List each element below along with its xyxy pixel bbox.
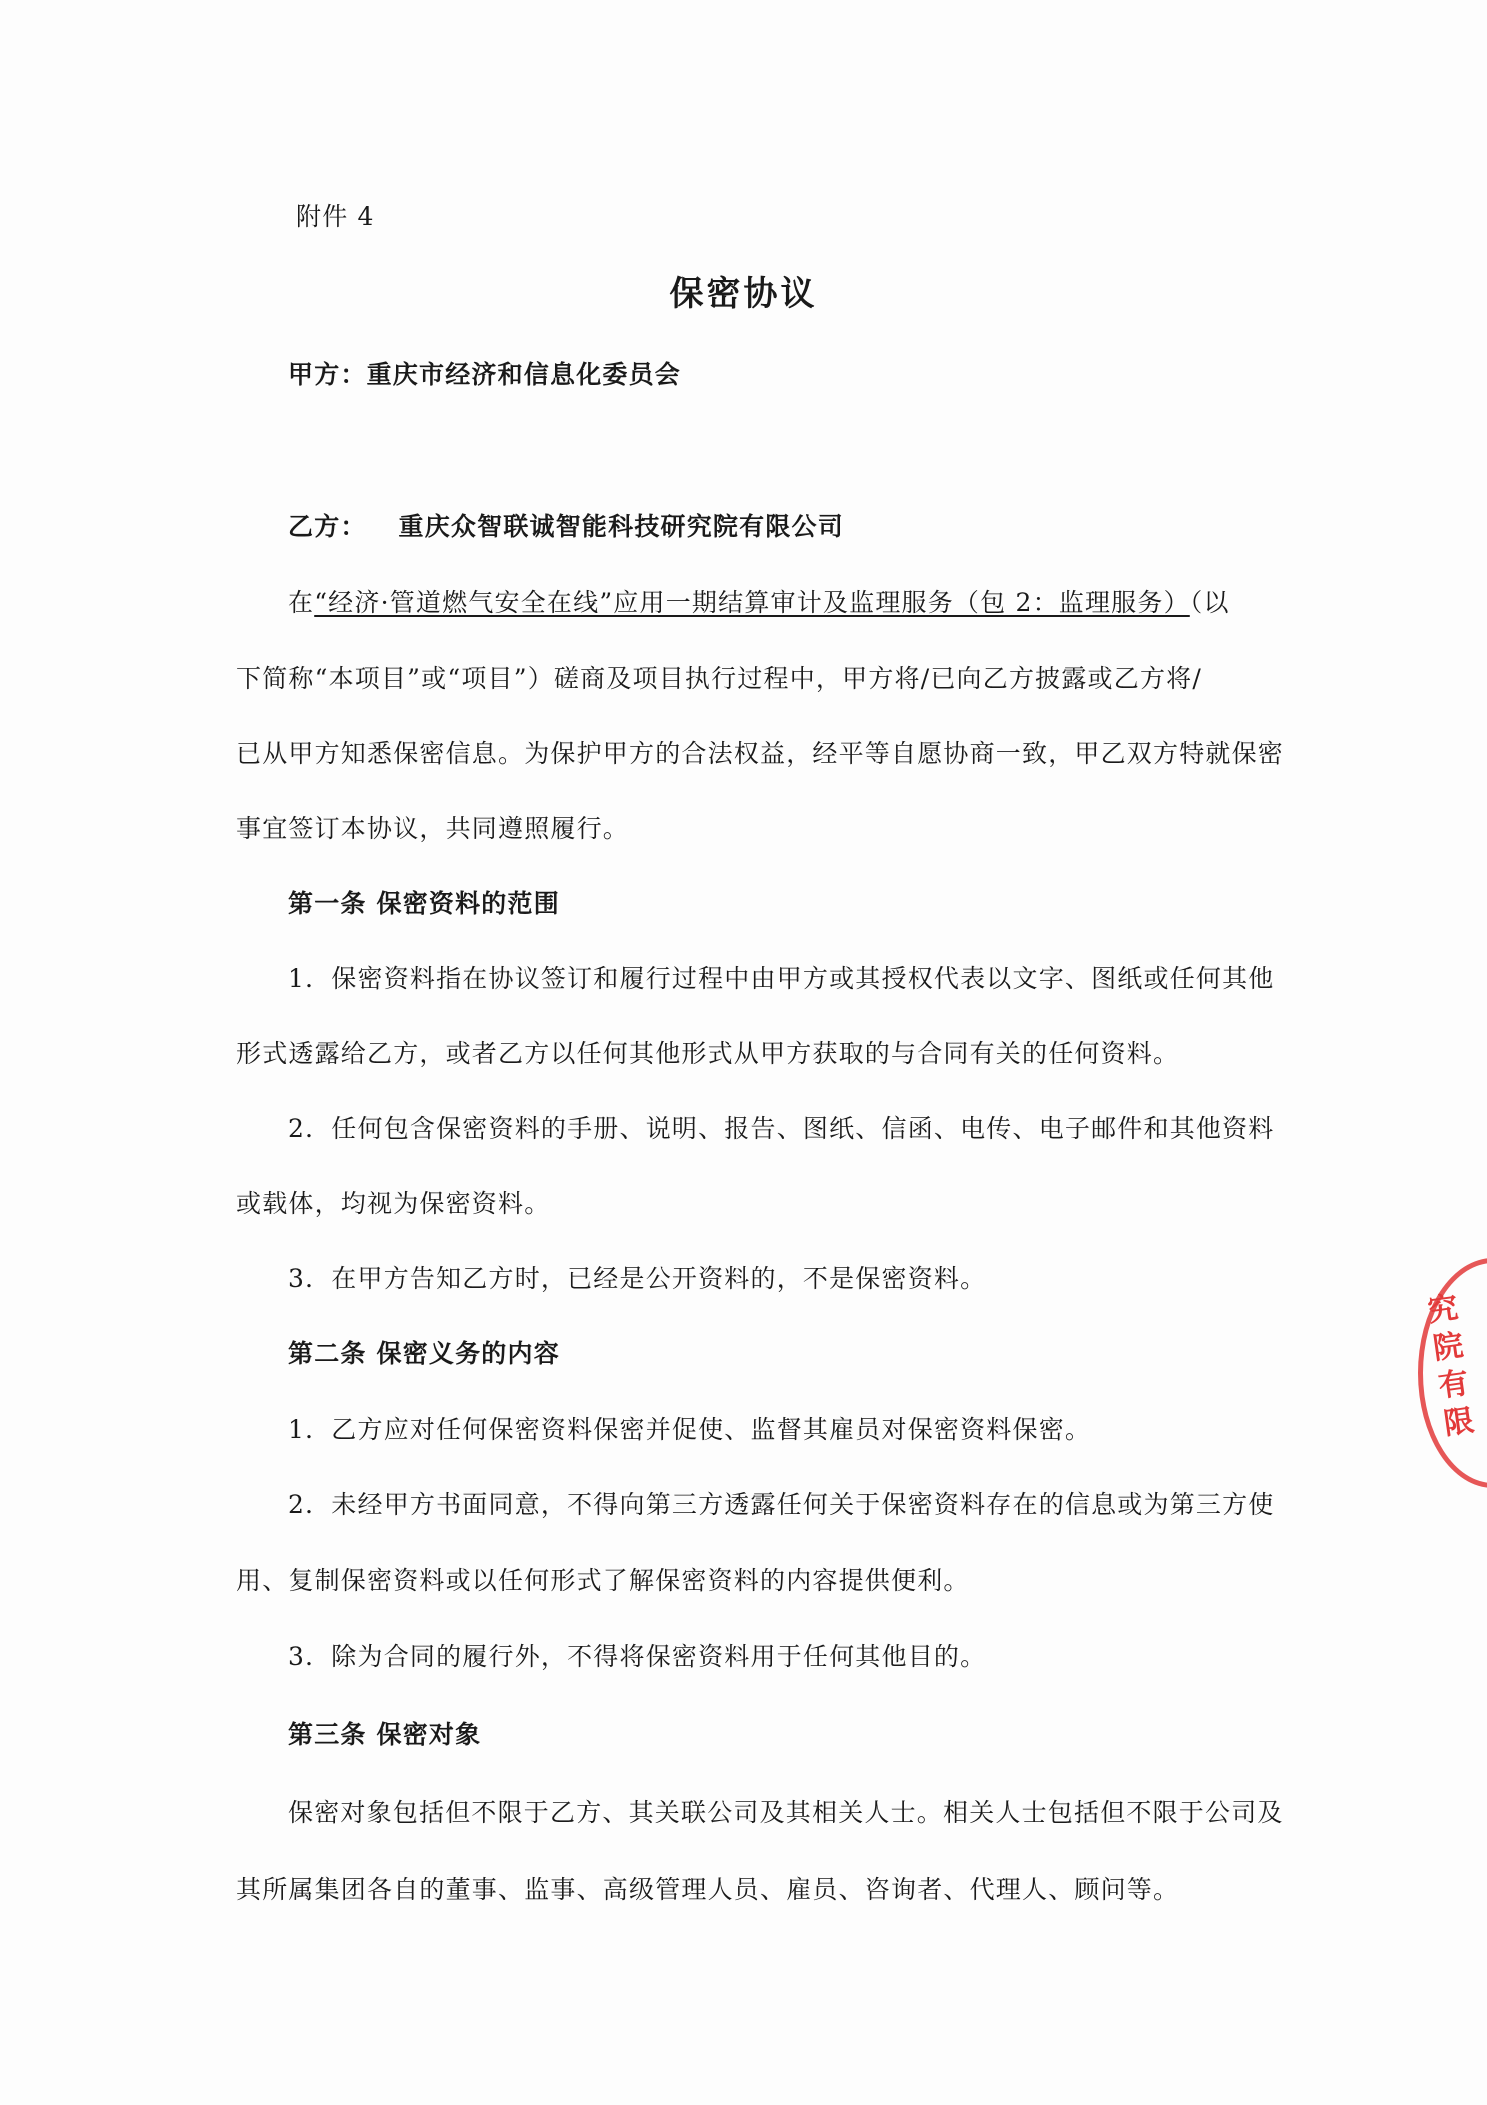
intro-tail: （以 xyxy=(1189,588,1230,617)
article-3-body-line-1: 保密对象包括但不限于乙方、其关联公司及其相关人士。相关人士包括但不限于公司及 xyxy=(288,1798,1284,1827)
party-b-label: 乙方： xyxy=(288,512,367,541)
attachment-label: 附件 4 xyxy=(296,202,375,231)
intro-line-3: 已从甲方知悉保密信息。为保护甲方的合法权益，经平等自愿协商一致，甲乙双方特就保密 xyxy=(236,739,1285,768)
article-2-item-2-line-2: 用、复制保密资料或以任何形式了解保密资料的内容提供便利。 xyxy=(236,1566,970,1595)
party-b-name: 重庆众智联诚智能科技研究院有限公司 xyxy=(398,512,844,541)
article-2-item-3: 3．除为合同的履行外，不得将保密资料用于任何其他目的。 xyxy=(288,1642,987,1671)
intro-line-1 xyxy=(288,586,1230,620)
document-title: 保密协议 xyxy=(669,274,818,314)
intro-line-4: 事宜签订本协议，共同遵照履行。 xyxy=(236,814,630,843)
party-b xyxy=(288,510,844,544)
party-a: 甲方：重庆市经济和信息化委员会 xyxy=(288,360,682,389)
intro-line-2: 下简称“本项目”或“项目”）磋商及项目执行过程中，甲方将/已向乙方披露或乙方将/ xyxy=(236,664,1202,693)
article-1-item-2-line-2: 或载体，均视为保密资料。 xyxy=(236,1189,551,1218)
article-1-heading: 第一条 保密资料的范围 xyxy=(288,889,560,918)
article-3-heading: 第三条 保密对象 xyxy=(288,1720,482,1749)
article-2-heading: 第二条 保密义务的内容 xyxy=(288,1339,560,1368)
article-1-item-1-line-2: 形式透露给乙方，或者乙方以任何其他形式从甲方获取的与合同有关的任何资料。 xyxy=(236,1039,1180,1068)
company-seal-text: 究院有限 xyxy=(1425,1290,1477,1443)
article-1-item-1-line-1: 1．保密资料指在协议签订和履行过程中由甲方或其授权代表以文字、图纸或任何其他 xyxy=(288,964,1275,993)
article-1-item-3: 3．在甲方告知乙方时，已经是公开资料的，不是保密资料。 xyxy=(288,1264,987,1293)
article-3-body-line-2: 其所属集团各自的董事、监事、高级管理人员、雇员、咨询者、代理人、顾问等。 xyxy=(236,1875,1180,1904)
article-2-item-2-line-1: 2．未经甲方书面同意，不得向第三方透露任何关于保密资料存在的信息或为第三方使 xyxy=(288,1490,1275,1519)
intro-lead: 在 xyxy=(288,588,315,617)
project-name: “经济·管道燃气安全在线”应用一期结算审计及监理服务（包 2：监理服务） xyxy=(314,588,1190,617)
article-1-item-2-line-1: 2．任何包含保密资料的手册、说明、报告、图纸、信函、电传、电子邮件和其他资料 xyxy=(288,1114,1275,1143)
article-2-item-1: 1．乙方应对任何保密资料保密并促使、监督其雇员对保密资料保密。 xyxy=(288,1415,1092,1444)
